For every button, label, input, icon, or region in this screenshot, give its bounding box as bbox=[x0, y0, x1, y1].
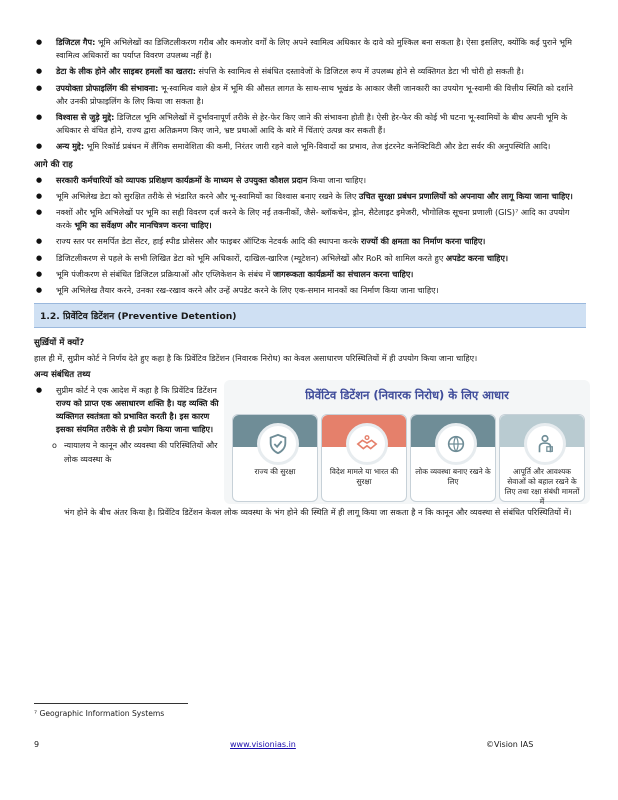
way-forward-list bbox=[34, 174, 586, 298]
why-in-news-text: हाल ही में, सुप्रीम कोर्ट ने निर्णय देते हुए कहा है कि प्रिवेंटिव डिटेंशन (निवारक निरोध) का केवल असाधारण परिस्थितियों में ही उपयोग किया जाना चाहिए। bbox=[34, 353, 478, 364]
website-link[interactable]: www.visionias.in bbox=[230, 740, 296, 749]
list-item: ● डिजिटलीकरण से पहले के सभी लिखित डेटा को भूमि अधिकारों, दाखिल-खारिज (म्यूटेशन) अभिलेखों और RoR को शामिल करते हुए अपडेट करना चाहिए। bbox=[34, 252, 586, 265]
list-item: ● सरकारी कर्मचारियों को व्यापक प्रशिक्षण कार्यक्रमों के माध्यम से उपयुक्त कौशल प्रदान किया जाना चाहिए। bbox=[34, 174, 586, 187]
section-title-bar: 1.2. प्रिवेंटिव डिटेंशन (Preventive Detention) bbox=[34, 303, 586, 328]
related-facts-heading: अन्य संबंधित तथ्य bbox=[34, 369, 91, 380]
infographic-title: प्रिवेंटिव डिटेंशन (निवारक निरोध) के लिए आधार bbox=[305, 387, 509, 402]
ground-card-state-security: राज्य की सुरक्षा bbox=[232, 414, 318, 502]
facts-column bbox=[34, 384, 226, 466]
ground-card-essential-supplies: आपूर्ति और आवश्यक सेवाओं को बहाल रखने के लिए तथा रक्षा संबंधी मामलों में bbox=[499, 414, 585, 502]
list-item: ● उपयोक्ता प्रोफाइलिंग की संभावना: भू-स्वामित्व वाले क्षेत्र में भूमि की औसत लागत के साथ-साथ भूखंड के आकार जैसी जानकारी का उपयोग भू-स्वामी की वित्तीय स्थिति को दर्शाने और उनकी प्रोफाइलिंग के लिए किया जा सकता है। bbox=[34, 82, 586, 108]
list-item: ● अन्य मुद्दे: भूमि रिकॉर्ड प्रबंधन में लैंगिक समावेशिता की कमी, निरंतर जारी रहने वाले भूमि-विवादों का प्रभाव, तेज इंटरनेट कनेक्टिविटी और डेटा सर्वर की अनुपस्थिति आदि। bbox=[34, 140, 586, 153]
grounds-infographic bbox=[224, 380, 590, 504]
list-item: ● नक्शों और भूमि अभिलेखों पर भूमि का सही विवरण दर्ज करने के लिए नई तकनीकों, जैसे- ब्लॉकचेन, ड्रोन, सैटेलाइट इमेजरी, भौगोलिक सूचना प्रणाली (GIS)⁷ आदि का उपयोग करके भूमि का सर्वेक्षण और मानचित्रण करना चाहिए। bbox=[34, 206, 586, 232]
sub-list-item-continuation: भंग होने के बीच अंतर किया है। प्रिवेंटिव डिटेंशन केवल लोक व्यवस्था के भंग होने की स्थिति में ही लागू किया जा सकता है न कि कानून और व्यवस्था से संबंधित परिस्थितियों में। bbox=[64, 506, 572, 517]
facts-with-infographic bbox=[34, 384, 586, 506]
list-item: ● भूमि अभिलेख तैयार करने, उनका रख-रखाव करने और उन्हें अपडेट करने के लिए एक-समान मानकों का निर्माण किया जाना चाहिए। bbox=[34, 284, 586, 297]
supply-person-icon bbox=[524, 423, 566, 465]
page-number: 9 bbox=[34, 740, 40, 749]
shield-check-icon bbox=[257, 423, 299, 465]
list-item: ● डिजिटल गैप: भूमि अभिलेखों का डिजिटलीकरण गरीब और कमजोर वर्गों के लिए अपने स्वामित्व अधिकार के दावे को मुश्किल बना सकता है। ऐसा इसलिए, क्योंकि कई पुराने भूमि स्वामित्व अधिकारों का पर्याप्त विवरण उपलब्ध नहीं है। bbox=[34, 36, 586, 62]
footnote: ⁷ Geographic Information Systems bbox=[34, 709, 165, 718]
list-item: ● राज्य स्तर पर समर्पित डेटा सेंटर, हाई स्पीड प्रोसेसर और फाइबर ऑप्टिक नेटवर्क आदि की स्थापना करके राज्यों की क्षमता का निर्माण करना चाहिए। bbox=[34, 235, 586, 248]
way-forward-heading: आगे की राह bbox=[34, 159, 73, 170]
issues-list bbox=[34, 36, 586, 154]
list-item: ● भूमि अभिलेख डेटा को सुरक्षित तरीके से भंडारित करने और भू-स्वामियों का विश्वास बनाए रखने के लिए उचित सुरक्षा प्रबंधन प्रणालियों को अपनाया और लागू किया जाना चाहिए। bbox=[34, 190, 586, 203]
handshake-icon bbox=[346, 423, 388, 465]
sub-list-item: o न्यायालय ने कानून और व्यवस्था की परिस्थितियों और लोक व्यवस्था के bbox=[34, 439, 226, 465]
footnote-divider bbox=[34, 703, 188, 704]
ground-card-foreign-affairs: विदेश मामले या भारत की सुरक्षा bbox=[321, 414, 407, 502]
list-item: ● सुप्रीम कोर्ट ने एक आदेश में कहा है कि प्रिवेंटिव डिटेंशन राज्य को प्राप्त एक असाधारण शक्ति है। यह व्यक्ति की व्यक्तिगत स्वतंत्रता को प्रभावित करती है। इस कारण इसका संयमित तरीके से ही प्रयोग किया जाना चाहिए। bbox=[34, 384, 226, 437]
globe-people-icon bbox=[435, 423, 477, 465]
list-item: ● विश्वास से जुड़े मुद्दे: डिजिटल भूमि अभिलेखों में दुर्भावनापूर्ण तरीके से हेर-फेर किए जाने की संभावना होती है। ऐसी हेर-फेर की कोई भी घटना भू-स्वामियों के बीच अपनी भूमि के अधिकार से वंचित होने, राज्य द्वारा अतिक्रमण किए जाने, भ्रष्ट प्रथाओं आदि के बारे में चिंताएं उत्पन्न कर सकती हैं। bbox=[34, 111, 586, 137]
why-in-news-heading: सुर्ख़ियों में क्यों? bbox=[34, 338, 85, 349]
ground-card-public-order: लोक व्यवस्था बनाए रखने के लिए bbox=[410, 414, 496, 502]
copyright: ©Vision IAS bbox=[486, 740, 534, 749]
document-page bbox=[34, 36, 586, 519]
list-item: ● डेटा के लीक होने और साइबर हमलों का खतरा: संपत्ति के स्वामित्व से संबंधित दस्तावेजों के डिजिटल रूप में उपलब्ध होने से व्यक्तिगत डेटा भी चोरी हो सकती है। bbox=[34, 65, 586, 78]
list-item: ● भूमि पंजीकरण से संबंधित डिजिटल प्रक्रियाओं और एप्लिकेशन के संबंध में जागरूकता कार्यक्रमों का संचालन करना चाहिए। bbox=[34, 268, 586, 281]
